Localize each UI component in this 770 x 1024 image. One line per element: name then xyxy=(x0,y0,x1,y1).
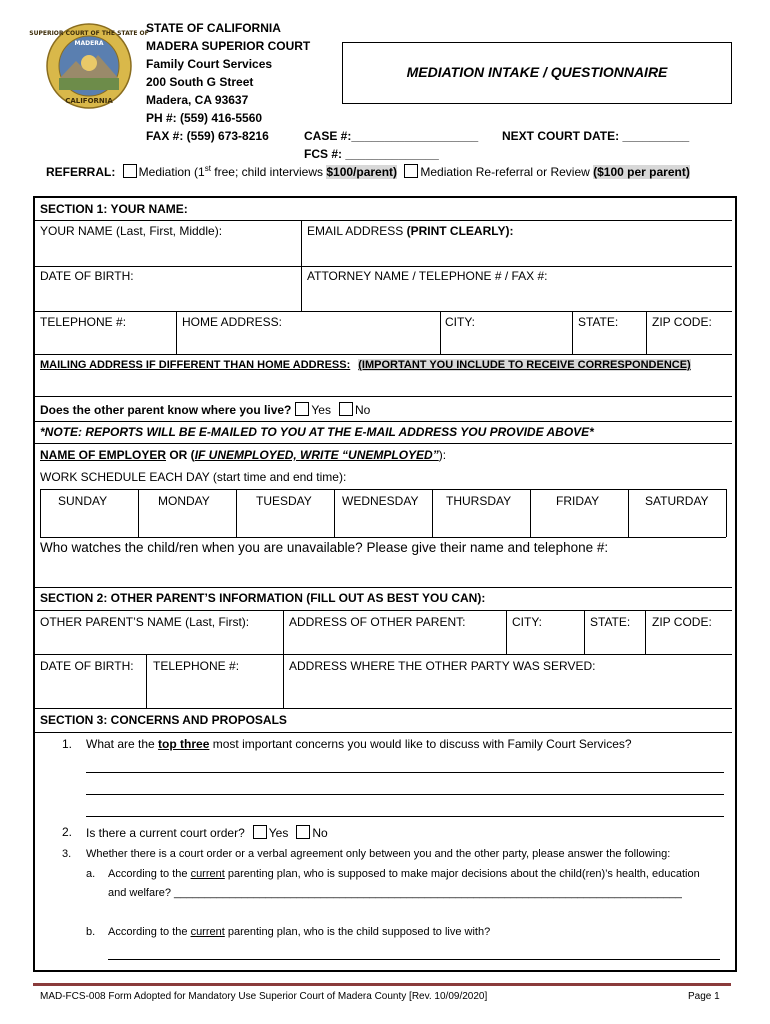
fcs-number-field[interactable]: FCS #: ______________ xyxy=(304,147,439,161)
day-saturday[interactable]: SATURDAY xyxy=(645,494,709,508)
who-watches-field[interactable]: Who watches the child/ren when you are unavailable? Please give their name and telephone #: xyxy=(40,540,609,555)
employer-or: OR ( xyxy=(166,448,195,462)
yes-label: Yes xyxy=(311,403,331,417)
zip-field[interactable]: ZIP CODE: xyxy=(652,315,712,329)
next-court-date-field[interactable]: NEXT COURT DATE: __________ xyxy=(502,129,690,143)
other-parent-question: Does the other parent know where you live? xyxy=(40,403,292,417)
your-name-field[interactable]: YOUR NAME (Last, First, Middle): xyxy=(40,224,223,238)
attorney-field[interactable]: ATTORNEY NAME / TELEPHONE # / FAX #: xyxy=(307,269,548,283)
q2-no-label: No xyxy=(312,826,328,840)
rereferral-price: ($100 per parent) xyxy=(593,165,690,179)
state-field[interactable]: STATE: xyxy=(578,315,619,329)
employer-label: NAME OF EMPLOYER xyxy=(40,448,167,462)
email-note: *NOTE: REPORTS WILL BE E-MAILED TO YOU AT THE E-MAIL ADDRESS YOU PROVIDE ABOVE* xyxy=(40,425,594,439)
q2-number: 2. xyxy=(62,825,73,839)
dob-field[interactable]: DATE OF BIRTH: xyxy=(40,269,134,283)
day-wednesday[interactable]: WEDNESDAY xyxy=(342,494,419,508)
employer-close: ): xyxy=(438,448,447,462)
qa-1: According to the xyxy=(108,868,191,880)
mediation-price: $100/parent) xyxy=(326,165,398,179)
qb-current: current xyxy=(190,926,225,938)
email-label: EMAIL ADDRESS xyxy=(307,224,407,238)
header-dept: Family Court Services xyxy=(146,57,273,71)
day-friday[interactable]: FRIDAY xyxy=(556,494,600,508)
day-tuesday[interactable]: TUESDAY xyxy=(256,494,312,508)
form-title: MEDIATION INTAKE / QUESTIONNAIRE xyxy=(406,64,668,80)
other-parent-telephone-field[interactable]: TELEPHONE #: xyxy=(153,659,240,673)
q3-text: Whether there is a court order or a verbal agreement only between you and the other party, please answer the following: xyxy=(86,848,671,860)
other-parent-yes-checkbox[interactable] xyxy=(295,402,309,416)
employer-field[interactable] xyxy=(40,448,446,462)
section3-heading: SECTION 3: CONCERNS AND PROPOSALS xyxy=(40,713,287,727)
other-parent-address-field[interactable]: ADDRESS OF OTHER PARENT: xyxy=(289,615,466,629)
q1-c: most important concerns you would like to discuss with Family Court Services? xyxy=(209,737,632,751)
qb-answer-line[interactable] xyxy=(108,959,720,960)
mailing-label: MAILING ADDRESS IF DIFFERENT THAN HOME ADDRESS: xyxy=(40,359,351,371)
other-parent-city-field[interactable]: CITY: xyxy=(512,615,543,629)
qb-1: According to the xyxy=(108,926,191,938)
header-street: 200 South G Street xyxy=(146,75,254,89)
header-court: MADERA SUPERIOR COURT xyxy=(146,39,311,53)
qa-3: parenting plan, who is supposed to make major decisions about the child(ren)’s health, education xyxy=(224,868,700,880)
court-order-no-checkbox[interactable] xyxy=(296,825,310,839)
qa-letter: a. xyxy=(86,868,96,880)
no-label: No xyxy=(354,403,371,417)
q1-a: What are the xyxy=(86,737,159,751)
q1-text xyxy=(86,737,632,751)
rereferral-option-text: Mediation Re-referral or Review xyxy=(420,165,594,179)
employer-unemployed: IF UNEMPLOYED, WRITE “UNEMPLOYED” xyxy=(194,448,439,462)
served-address-field[interactable]: ADDRESS WHERE THE OTHER PARTY WAS SERVED: xyxy=(289,659,596,673)
mediation-checkbox[interactable] xyxy=(123,164,137,178)
other-parent-knows-row xyxy=(40,402,370,417)
section1-heading: SECTION 1: YOUR NAME: xyxy=(40,202,188,216)
case-number-field[interactable]: CASE #:___________________ xyxy=(304,129,479,143)
referral-row xyxy=(46,164,690,179)
q1-answer-line-1[interactable] xyxy=(86,772,724,773)
seal-county-text: MADERA xyxy=(74,40,104,47)
footer-page-number: Page 1 xyxy=(688,991,720,1002)
q1-number: 1. xyxy=(62,737,73,751)
q1-answer-line-2[interactable] xyxy=(86,794,724,795)
header-phone: PH #: (559) 416-5560 xyxy=(146,111,263,125)
other-parent-zip-field[interactable]: ZIP CODE: xyxy=(652,615,712,629)
qb-3: parenting plan, who is the child supposed to live with? xyxy=(224,926,491,938)
qa-text xyxy=(108,868,700,880)
q1-answer-line-3[interactable] xyxy=(86,816,724,817)
seal-bottom-text: CALIFORNIA xyxy=(65,97,113,105)
email-label-bold: (PRINT CLEARLY): xyxy=(406,224,514,238)
court-seal-image xyxy=(29,23,149,109)
court-order-yes-checkbox[interactable] xyxy=(253,825,267,839)
day-thursday[interactable]: THURSDAY xyxy=(446,494,512,508)
q3-number: 3. xyxy=(62,848,72,860)
footer-form-id: MAD-FCS-008 Form Adopted for Mandatory Use Superior Court of Madera County [Rev. 10/09/2020] xyxy=(40,991,488,1002)
home-address-field[interactable]: HOME ADDRESS: xyxy=(182,315,283,329)
mediation-option-text: Mediation (1 xyxy=(138,165,205,179)
header-fax: FAX #: (559) 673-8216 xyxy=(146,129,269,143)
referral-label: REFERRAL: xyxy=(46,165,116,179)
qb-letter: b. xyxy=(86,926,96,938)
other-parent-name-field[interactable]: OTHER PARENT’S NAME (Last, First): xyxy=(40,615,250,629)
day-sunday[interactable]: SUNDAY xyxy=(58,494,108,508)
mailing-important: (IMPORTANT YOU INCLUDE TO RECEIVE CORRESPONDENCE) xyxy=(358,359,691,371)
city-field[interactable]: CITY: xyxy=(445,315,476,329)
q2-yes-label: Yes xyxy=(268,826,289,840)
mediation-option-text-2: free; child interviews xyxy=(210,165,327,179)
other-parent-no-checkbox[interactable] xyxy=(339,402,353,416)
q2-row xyxy=(86,825,328,840)
header-state: STATE OF CALIFORNIA xyxy=(146,21,281,35)
email-field[interactable] xyxy=(307,224,513,238)
footer-rule xyxy=(33,983,731,986)
ordinal-sup: st xyxy=(204,164,211,173)
q2-text: Is there a current court order? xyxy=(86,826,245,840)
seal-top-text: SUPERIOR COURT OF THE STATE OF xyxy=(29,30,149,37)
mailing-address-field[interactable] xyxy=(40,359,691,371)
section2-heading: SECTION 2: OTHER PARENT’S INFORMATION (FILL OUT AS BEST YOU CAN): xyxy=(40,591,486,605)
other-parent-state-field[interactable]: STATE: xyxy=(590,615,631,629)
header-city: Madera, CA 93637 xyxy=(146,93,249,107)
work-schedule-label: WORK SCHEDULE EACH DAY (start time and end time): xyxy=(40,470,347,484)
telephone-field[interactable]: TELEPHONE #: xyxy=(40,315,127,329)
other-parent-dob-field[interactable]: DATE OF BIRTH: xyxy=(40,659,134,673)
qa-answer-field[interactable]: and welfare? ___________________________________________________________________________________ xyxy=(108,887,682,899)
rereferral-checkbox[interactable] xyxy=(404,164,418,178)
q1-top-three: top three xyxy=(158,737,210,751)
qa-current: current xyxy=(190,868,225,880)
qb-text xyxy=(108,926,490,938)
day-monday[interactable]: MONDAY xyxy=(158,494,210,508)
